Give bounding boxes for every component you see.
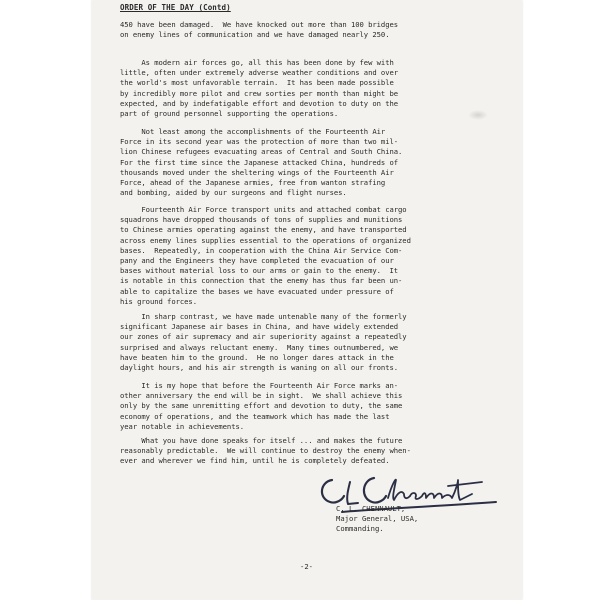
document-heading: ORDER OF THE DAY (Contd) xyxy=(120,3,231,12)
signature-block xyxy=(336,504,418,535)
paragraph-sharp-contrast: In sharp contrast, we have made untenable many of the formerly significant Japanese air bases in China, and have widely extended our zones of air supremacy and air superiority against a repeatedly surprised and always reluctant enemy. Many times outnumbered, we have beaten him to the ground. He no longer dares attack in the daylight hours, and his air strength is waning on all our fronts. xyxy=(120,312,407,373)
page-number: -2- xyxy=(300,562,313,571)
paragraph-modern-air-forces: As modern air forces go, all this has been done by few with little, often under extremely adverse weather conditions and over the world's most unfavorable terrain. It has been made possible by incredibly more pilot and crew sorties per month than might be expected, and by indefatigable effort and devotion to duty on the part of ground personnel supporting the operations. xyxy=(120,58,399,119)
paragraph-closing: What you have done speaks for itself ... and makes the future reasonably predictable. We will continue to destroy the enemy when- ever and wherever we find him, until he is completely defeated. xyxy=(120,436,411,466)
signer-name: C. L. CHENNAULT, xyxy=(336,504,406,513)
paragraph-refugees: Not least among the accomplishments of the Fourteenth Air Force in its second year was the protection of more than two mil- lion Chinese refugees evacuating areas of Central and South China. For the first time since the Japanese attacked China, hundreds of thousands moved under the sheltering wings of the Fourteenth Air Force, ahead of the Japanese armies, free from wanton strafing and bombing, aided by our surgeons and flight nurses. xyxy=(120,127,403,198)
signer-rank: Major General, USA, xyxy=(336,514,419,524)
paragraph-bridges: 450 have been damaged. We have knocked out more than 100 bridges on enemy lines of communication and we have damaged nearly 250. xyxy=(120,20,399,40)
signer-role: Commanding. xyxy=(336,524,384,534)
paragraph-transport-units: Fourteenth Air Force transport units and attached combat cargo squadrons have dropped thousands of tons of supplies and munitions to Chinese armies operating against the enemy, and have transported across enemy lines supplies essential to the operations of organized bases. Repeatedly, in cooperation with the China Air Service Com- pany and the Engineers they have completed the evacuation of our bases without material loss to our arms or gain to the enemy. It is notable in this connection that the enemy has thus far been un- able to capitalize the bases we have evacuated under pressure of his ground forces. xyxy=(120,205,411,306)
paragraph-hope: It is my hope that before the Fourteenth Air Force marks an- other anniversary the end will be in sight. We shall achieve this only by the same unremitting effort and devotion to duty, the same economy of operations, and the teamwork which has made the last year notable in achievements. xyxy=(120,381,403,431)
